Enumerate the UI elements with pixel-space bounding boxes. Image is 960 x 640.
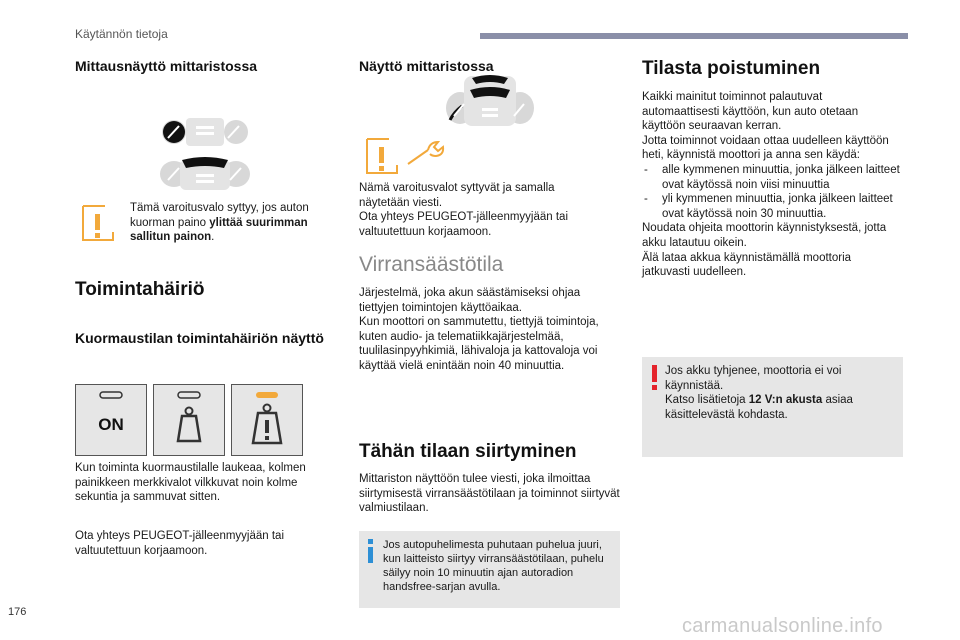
power-saving-para-2: Kun moottori on sammutettu, tiettyjä toimintoja, kuten audio- ja telematiikkajärjestelmää, tuulilasinpyyhkimiä, lähivaloja ja kattovaloja voi käyttää vielä enintään noin 40 minuuttia.	[359, 316, 599, 372]
warning-text-overload	[130, 201, 330, 245]
title-power-saving: Virransäästötila	[359, 253, 504, 276]
info-note-box	[359, 531, 620, 608]
exit-para-4: Älä lataa akkua käynnistämällä moottoria jatkuvasti uudelleen.	[642, 251, 852, 279]
battery-note-para-1: Jos akku tyhjenee, moottoria ei voi käynnistää.	[665, 365, 842, 392]
on-button-icon	[75, 384, 147, 456]
exit-list-item-1: - alle kymmenen minuuttia, jonka jälkeen laitteet ovat käytössä noin viisi minuuttia	[642, 163, 900, 192]
cluster-warning-text	[359, 181, 599, 239]
on-label: ON	[98, 415, 124, 434]
title-load-malfunction: Kuormaustilan toimintahäiriön näyttö	[75, 330, 324, 346]
gauge-warning-icon	[158, 112, 252, 194]
contact-dealer-text-1: Ota yhteys PEUGEOT-jälleenmyyjään tai valtuutettuun korjaamoon.	[75, 530, 284, 557]
entering-mode-text: Mittariston näyttöön tulee viesti, joka ilmoittaa siirtymisestä virransäästötilaan ja toiminnot siirtyvät valmiustilaan.	[359, 473, 620, 515]
power-saving-para-1: Järjestelmä, joka akun säästämiseksi ohjaa tiettyjen toimintojen käyttöaikaa.	[359, 287, 581, 314]
warning-text-start: Tämä varoitusvalo syttyy, jos auton kuorman paino	[130, 202, 309, 229]
weight-alert-symbol-icon	[232, 385, 302, 455]
load-weight-alert-icon	[231, 384, 303, 456]
warning-triangle-icon-2	[363, 137, 403, 177]
watermark: carmanualsonline.info	[682, 615, 883, 637]
dashboard-display-icon	[444, 74, 536, 128]
exit-list	[642, 163, 900, 221]
warning-triangle-icon	[79, 204, 117, 244]
battery-note-para-2	[665, 393, 897, 422]
cluster-para-2: Ota yhteys PEUGEOT-jälleenmyyjään tai valtuutettuun korjaamoon.	[359, 211, 568, 238]
title-entering-mode: Tähän tilaan siirtyminen	[359, 441, 577, 462]
title-exiting-mode: Tilasta poistuminen	[642, 58, 821, 79]
warning-text-bold: ylittää suurimman sallitun painon	[130, 216, 308, 244]
power-saving-text	[359, 286, 621, 374]
title-malfunction: Toimintahäiriö	[75, 279, 205, 300]
header-accent-bar	[480, 33, 908, 39]
title-load-display: Mittausnäyttö mittaristossa	[75, 58, 258, 74]
cluster-para-1: Nämä varoitusvalot syttyvät ja samalla näytetään viesti.	[359, 182, 555, 209]
page-number: 176	[8, 606, 27, 618]
info-icon	[366, 539, 376, 565]
section-header: Käytännön tietoja	[75, 27, 168, 41]
title-cluster-display: Näyttö mittaristossa	[359, 58, 494, 74]
battery-note-pre: Katso lisätietoja	[665, 394, 749, 407]
battery-note-link[interactable]: 12 V:n akusta	[748, 394, 823, 407]
exiting-mode-text	[642, 90, 900, 280]
weight-symbol-icon	[154, 385, 224, 455]
warning-text-end: .	[211, 231, 215, 244]
exit-para-2: Jotta toiminnot voidaan ottaa uudelleen käyttöön heti, käynnistä moottori ja anna sen käydä:	[642, 134, 889, 162]
exclamation-icon	[650, 365, 660, 391]
info-note-text: Jos autopuhelimesta puhutaan puhelua juuri, kun laitteisto siirtyy virransäästötilaan, puhelu säilyy noin 10 minuutin ajan autoradion handsfree-sarjan avulla.	[383, 539, 604, 593]
battery-note-post: asiaa käsittelevästä kohdasta.	[665, 394, 853, 421]
load-weight-icon	[153, 384, 225, 456]
malfunction-description: Kun toiminta kuormaustilalle laukeaa, kolmen painikkeen merkkivalot vilkkuvat noin kolme sekuntia ja sammuvat sitten.	[75, 462, 306, 504]
exit-para-1: Kaikki mainitut toiminnot palautuvat automaattisesti käyttöön, kun auto otetaan käyttöön seuraavan kerran.	[642, 91, 859, 133]
battery-note-box	[642, 357, 903, 457]
battery-note-text	[665, 364, 897, 422]
wrench-icon	[404, 140, 448, 168]
exit-para-3: Noudata ohjeita moottorin käynnistyksestä, jotta akku latautuu oikein.	[642, 222, 887, 249]
exit-list-item-2: - yli kymmenen minuuttia, jonka jälkeen laitteet ovat käytössä noin 30 minuuttia.	[642, 192, 900, 221]
